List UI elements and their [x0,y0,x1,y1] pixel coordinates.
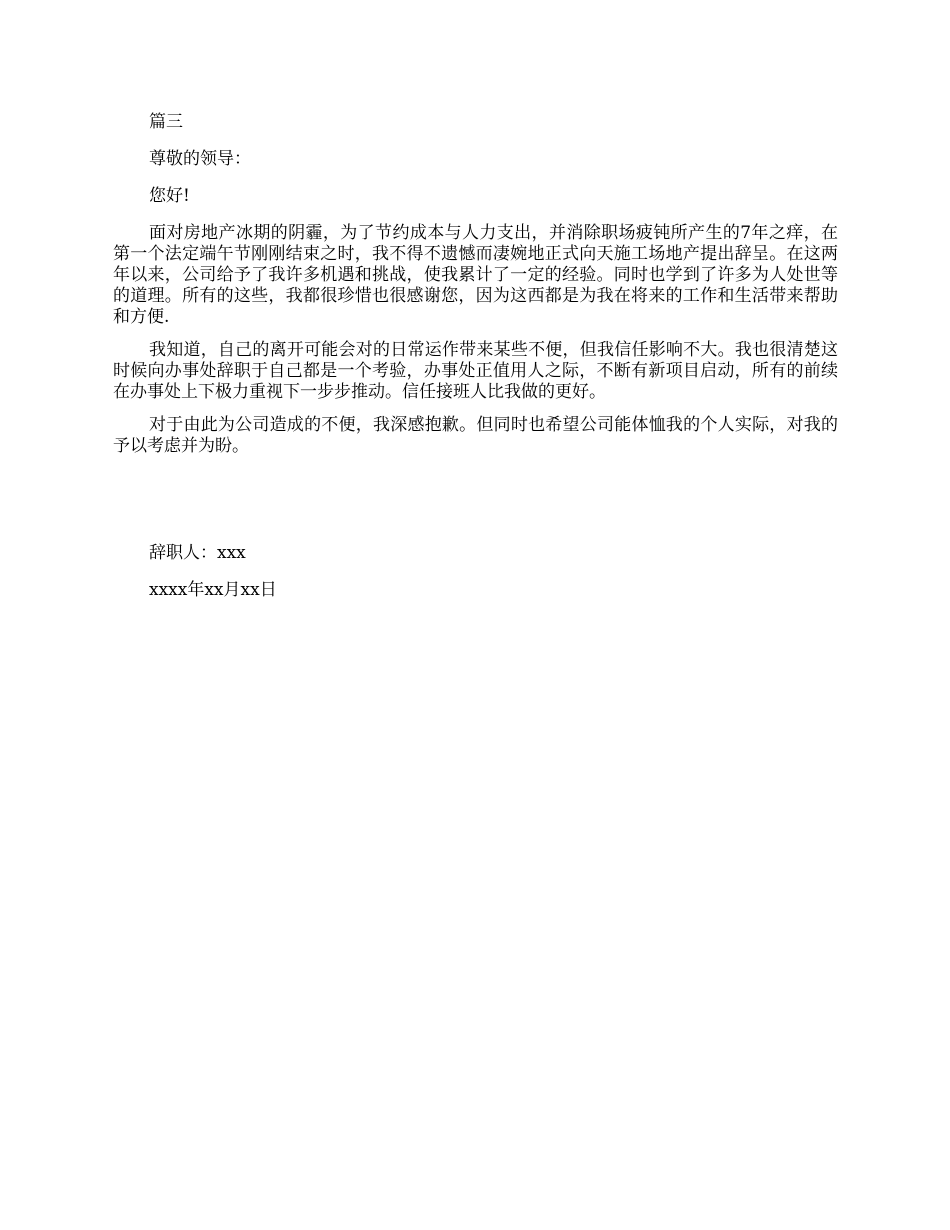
body-paragraph-2: 我知道，自己的离开可能会对的日常运作带来某些不便，但我信任影响不大。我也很清楚这时候向办事处辞职于自己都是一个考验，办事处正值用人之际，不断有新项目启动，所有的前续在办事处上下极力重视下一步步推动。信任接班人比我做的更好。 [113,340,838,402]
signature-date: xxxx年xx月xx日 [149,580,277,600]
signature-spacer [113,469,838,543]
body-paragraph-3: 对于由此为公司造成的不便，我深感抱歉。但同时也希望公司能体恤我的个人实际，对我的予以考虑并为盼。 [113,415,838,456]
body-paragraph-1: 面对房地产冰期的阴霾，为了节约成本与人力支出，并消除职场疲钝所产生的7年之痒，在第一个法定端午节刚刚结束之时，我不得不遗憾而凄婉地正式向天施工场地产提出辞呈。在这两年以来，公司给予了我许多机遇和挑战，使我累计了一定的经验。同时也学到了许多为人处世等的道理。所有的这些，我都很珍惜也很感谢您，因为这西都是为我在将来的工作和生活带来帮助和方便. [113,223,838,327]
document-page [113,112,838,617]
section-title: 篇三 [149,112,183,132]
salutation: 尊敬的领导： [149,149,251,169]
greeting: 您好! [149,186,190,206]
signature: 辞职人：xxx [149,543,246,563]
